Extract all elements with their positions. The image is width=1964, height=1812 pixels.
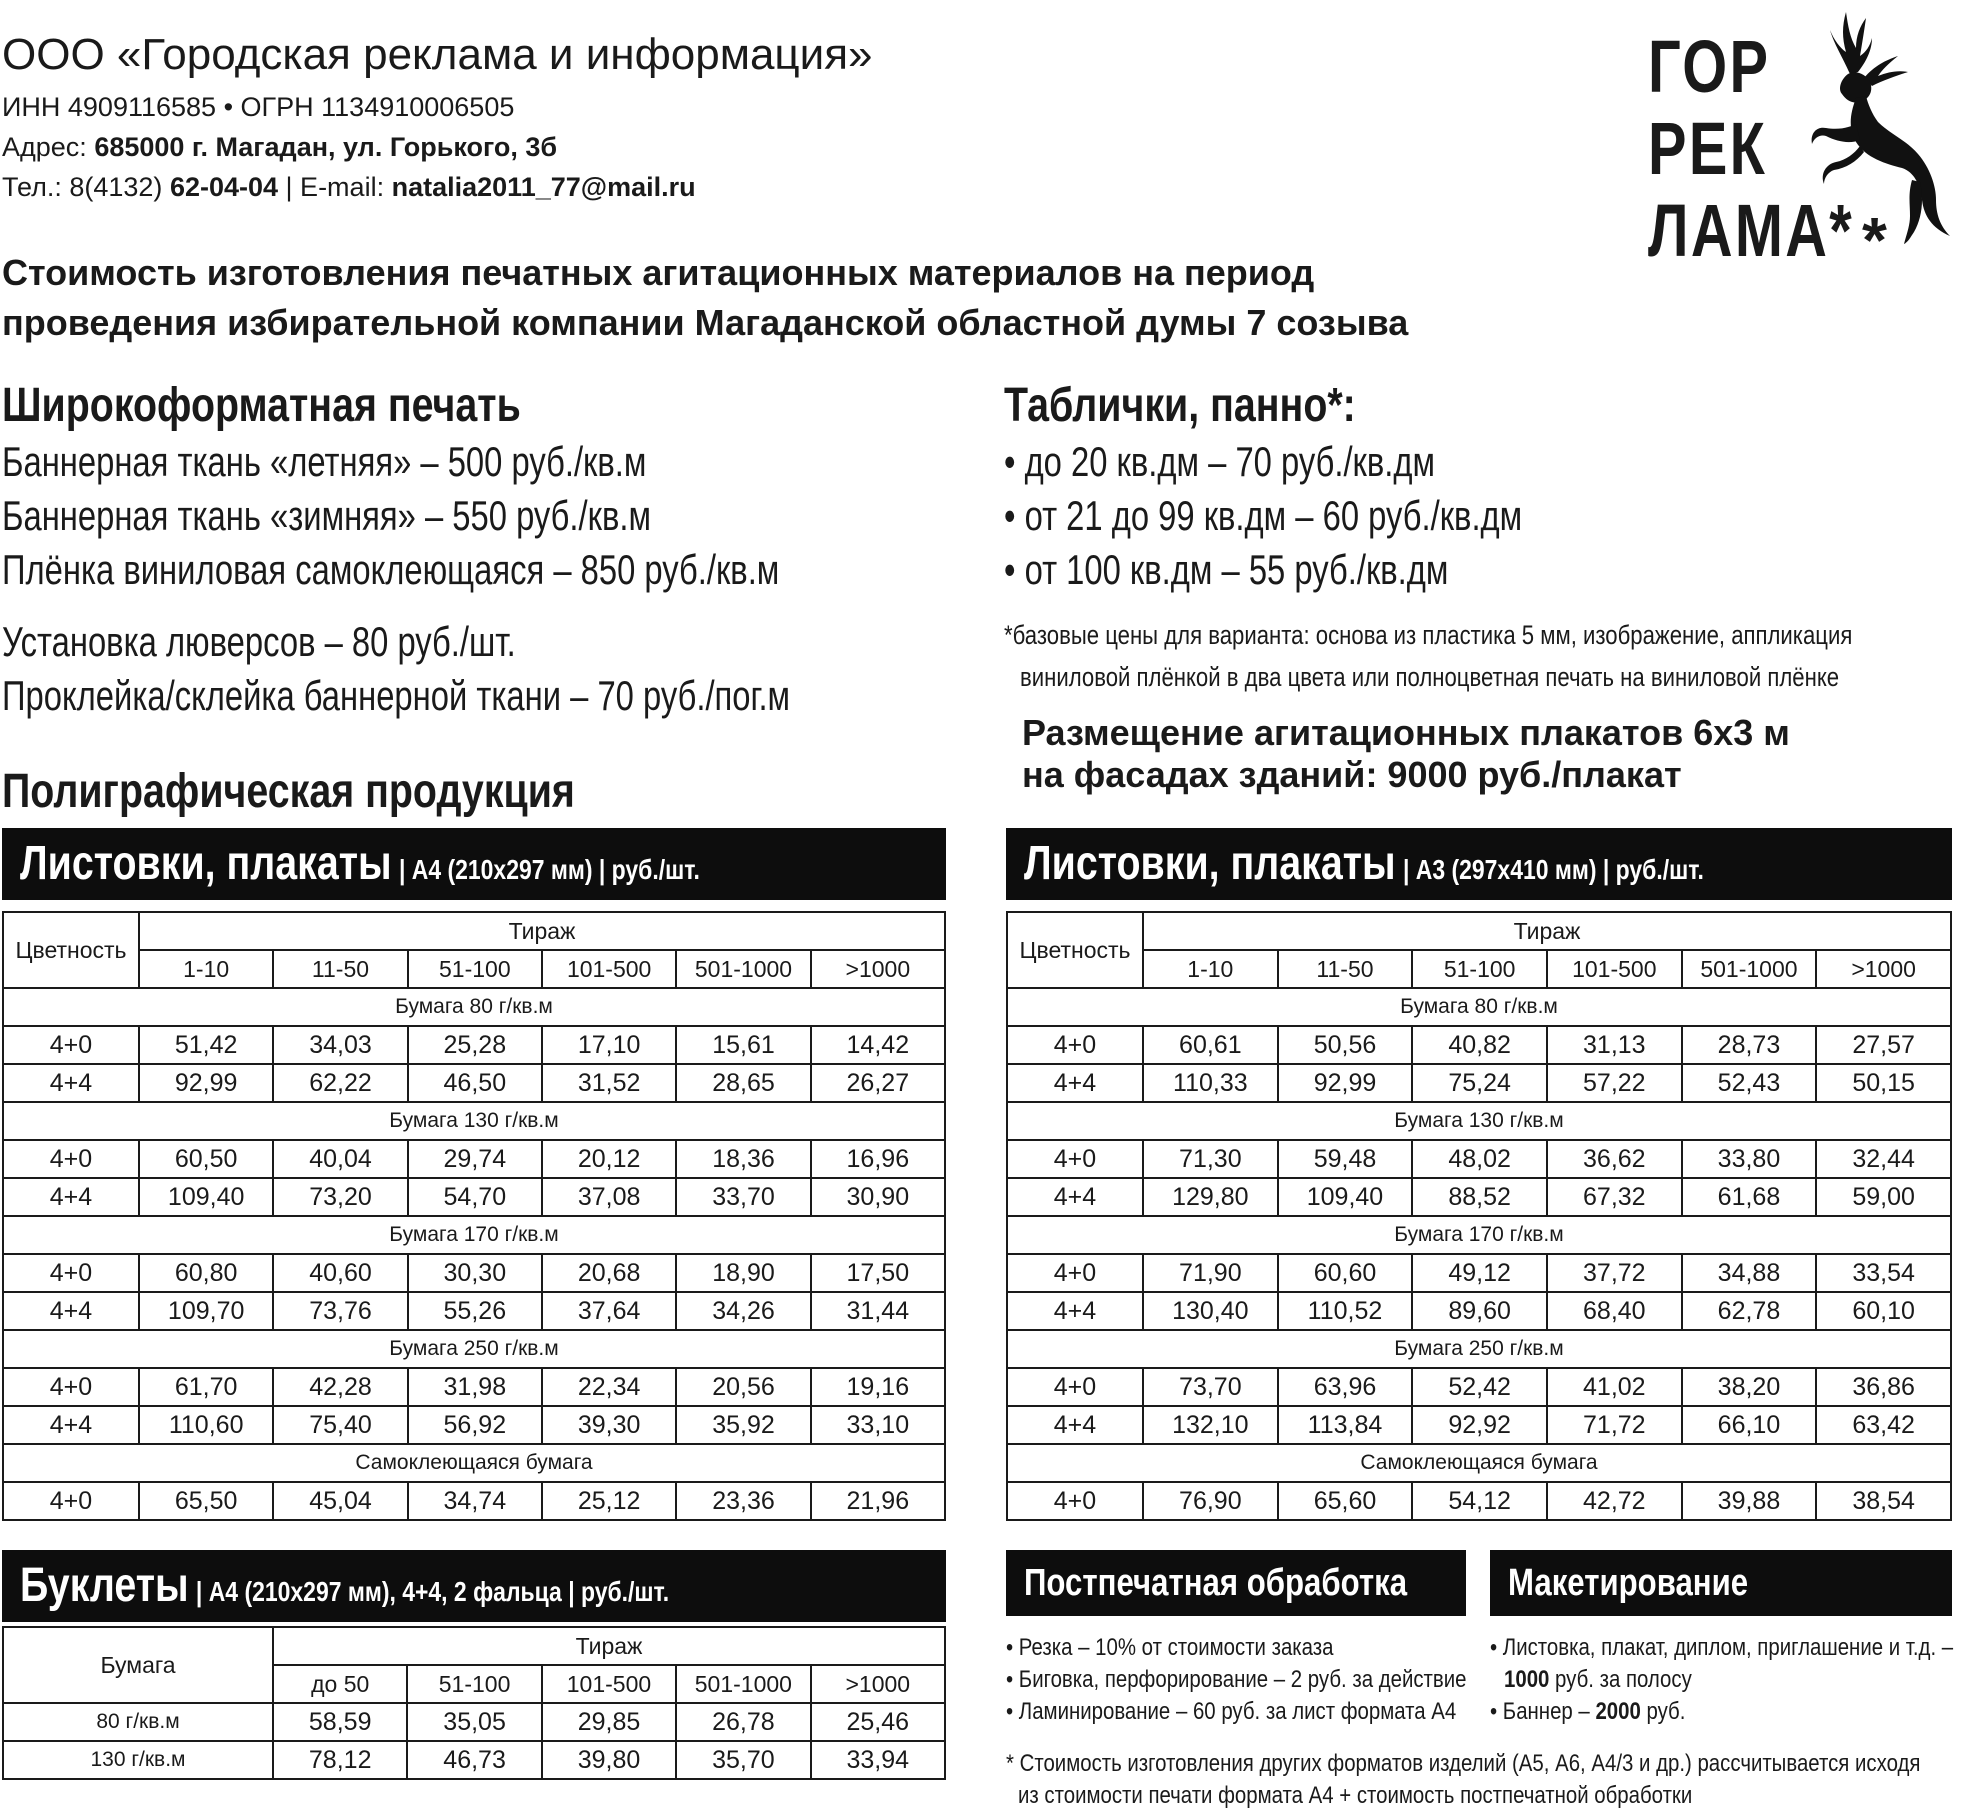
column-header-range: 101-500 <box>1547 950 1682 988</box>
table-row <box>1007 1140 1951 1178</box>
column-header-range: 101-500 <box>542 950 676 988</box>
paper-group-title: Бумага 250 г/кв.м <box>1007 1330 1951 1368</box>
color-cell: 4+0 <box>3 1140 139 1178</box>
column-header-range: 51-100 <box>407 1665 541 1703</box>
plates-heading: Таблички, панно*: <box>1004 379 1356 432</box>
table-row <box>3 1703 945 1741</box>
price-cell: 71,90 <box>1143 1254 1278 1292</box>
price-cell: 66,10 <box>1682 1406 1817 1444</box>
price-cell: 46,73 <box>407 1741 541 1779</box>
price-cell: 110,52 <box>1278 1292 1413 1330</box>
price-cell: 20,56 <box>676 1368 810 1406</box>
wide-format-item: Баннерная ткань «зимняя» – 550 руб./кв.м <box>2 492 651 539</box>
price-cell: 30,90 <box>811 1178 945 1216</box>
table-row <box>3 1140 945 1178</box>
paper-group-title: Бумага 80 г/кв.м <box>1007 988 1951 1026</box>
wide-format-item: Плёнка виниловая самоклеющаяся – 850 руб./кв.м <box>2 546 780 593</box>
price-cell: 38,20 <box>1682 1368 1817 1406</box>
price-cell: 63,42 <box>1816 1406 1951 1444</box>
column-header-range: 51-100 <box>1412 950 1547 988</box>
leaflets-a4-title: Листовки, плакаты <box>20 837 392 890</box>
price-cell: 51,42 <box>139 1026 273 1064</box>
logo <box>1640 0 1964 276</box>
color-cell: 4+0 <box>3 1482 139 1520</box>
column-header-range: 1-10 <box>1143 950 1278 988</box>
price-cell: 60,61 <box>1143 1026 1278 1064</box>
logo-line-3: ЛАМА* <box>1648 189 1855 272</box>
color-cell: 4+4 <box>1007 1064 1143 1102</box>
color-cell: 4+0 <box>1007 1254 1143 1292</box>
price-cell: 25,28 <box>408 1026 542 1064</box>
table-row <box>1007 1064 1951 1102</box>
price-cell: 57,22 <box>1547 1064 1682 1102</box>
price-cell: 60,60 <box>1278 1254 1413 1292</box>
column-header-range: 1-10 <box>139 950 273 988</box>
column-header-color: Цветность <box>3 912 139 988</box>
price-cell: 35,70 <box>676 1741 810 1779</box>
price-cell: 38,54 <box>1816 1482 1951 1520</box>
paper-group-row <box>3 988 945 1026</box>
layout-design-item: • Листовка, плакат, диплом, приглашение и т.д. – <box>1490 1634 1954 1661</box>
price-cell: 130,40 <box>1143 1292 1278 1330</box>
table-row <box>1007 1482 1951 1520</box>
price-cell: 60,10 <box>1816 1292 1951 1330</box>
table-row <box>1007 1254 1951 1292</box>
table-row <box>3 1368 945 1406</box>
company-registration: ИНН 4909116585 • ОГРН 1134910006505 <box>2 92 515 122</box>
price-cell: 50,15 <box>1816 1064 1951 1102</box>
price-cell: 62,22 <box>273 1064 407 1102</box>
price-cell: 25,12 <box>542 1482 676 1520</box>
column-header-range: 51-100 <box>408 950 542 988</box>
title-line-2: проведения избирательной компании Магаданской областной думы 7 созыва <box>2 302 1409 343</box>
document-title <box>2 248 1622 348</box>
email-value: natalia2011_77@mail.ru <box>391 172 696 202</box>
price-cell: 39,80 <box>542 1741 676 1779</box>
column-header-range: >1000 <box>811 1665 945 1703</box>
price-cell: 31,52 <box>542 1064 676 1102</box>
booklets-subtitle: | А4 (210х297 мм), 4+4, 2 фальца | руб./шт. <box>195 1576 670 1607</box>
price-cell: 39,88 <box>1682 1482 1817 1520</box>
postprint-item: • Ламинирование – 60 руб. за лист формата А4 <box>1006 1698 1457 1725</box>
wide-format-heading: Широкоформатная печать <box>2 379 521 432</box>
color-cell: 4+4 <box>3 1064 139 1102</box>
price-cell: 31,44 <box>811 1292 945 1330</box>
price-cell: 20,12 <box>542 1140 676 1178</box>
price-cell: 18,36 <box>676 1140 810 1178</box>
color-cell: 4+4 <box>1007 1178 1143 1216</box>
table-header-row <box>1007 950 1951 988</box>
table-row <box>3 1178 945 1216</box>
paper-group-title: Бумага 80 г/кв.м <box>3 988 945 1026</box>
price-cell: 109,40 <box>139 1178 273 1216</box>
price-cell: 22,34 <box>542 1368 676 1406</box>
price-cell: 34,88 <box>1682 1254 1817 1292</box>
paper-group-row <box>1007 1330 1951 1368</box>
price-cell: 59,00 <box>1816 1178 1951 1216</box>
paper-group-title: Самоклеющаяся бумага <box>3 1444 945 1482</box>
paper-group-row <box>1007 988 1951 1026</box>
price-cell: 109,70 <box>139 1292 273 1330</box>
price-cell: 28,73 <box>1682 1026 1817 1064</box>
phone-value: 62-04-04 <box>169 172 279 202</box>
price-cell: 16,96 <box>811 1140 945 1178</box>
price-cell: 37,72 <box>1547 1254 1682 1292</box>
paper-cell: 130 г/кв.м <box>3 1741 273 1779</box>
paper-group-row <box>3 1216 945 1254</box>
color-cell: 4+0 <box>1007 1368 1143 1406</box>
price-cell: 15,61 <box>676 1026 810 1064</box>
title-line-1: Стоимость изготовления печатных агитационных материалов на период <box>2 252 1315 293</box>
price-cell: 65,50 <box>139 1482 273 1520</box>
footnote-line-1: * Стоимость изготовления других форматов изделий (А5, А6, А4/3 и др.) рассчитывается исходя <box>1006 1750 1921 1777</box>
paper-group-row <box>3 1444 945 1482</box>
color-cell: 4+0 <box>1007 1026 1143 1064</box>
booklets-title: Буклеты <box>20 1559 189 1612</box>
price-cell: 45,04 <box>273 1482 407 1520</box>
paper-group-row <box>3 1330 945 1368</box>
price-cell: 68,40 <box>1547 1292 1682 1330</box>
layout-price-bold: 1000 <box>1504 1666 1550 1693</box>
price-cell: 110,60 <box>139 1406 273 1444</box>
price-cell: 58,59 <box>273 1703 407 1741</box>
price-cell: 36,86 <box>1816 1368 1951 1406</box>
column-header-run: Тираж <box>139 912 945 950</box>
column-header-range: 501-1000 <box>676 1665 810 1703</box>
paper-group-title: Самоклеющаяся бумага <box>1007 1444 1951 1482</box>
column-header-range: 501-1000 <box>1682 950 1817 988</box>
table-row <box>3 1064 945 1102</box>
column-header-range: >1000 <box>1816 950 1951 988</box>
price-cell: 29,85 <box>542 1703 676 1741</box>
color-cell: 4+4 <box>1007 1406 1143 1444</box>
price-cell: 40,82 <box>1412 1026 1547 1064</box>
price-cell: 33,10 <box>811 1406 945 1444</box>
price-cell: 113,84 <box>1278 1406 1413 1444</box>
postprint-title: Постпечатная обработка <box>1024 1562 1408 1604</box>
price-cell: 48,02 <box>1412 1140 1547 1178</box>
price-cell: 14,42 <box>811 1026 945 1064</box>
paper-group-title: Бумага 170 г/кв.м <box>3 1216 945 1254</box>
banner-price-pre: • Баннер – <box>1490 1698 1596 1725</box>
price-cell: 129,80 <box>1143 1178 1278 1216</box>
price-cell: 17,50 <box>811 1254 945 1292</box>
leaflets-a3-subtitle: | А3 (297х410 мм) | руб./шт. <box>1402 854 1704 885</box>
price-cell: 41,02 <box>1547 1368 1682 1406</box>
price-cell: 33,80 <box>1682 1140 1817 1178</box>
layout-design-title: Макетирование <box>1508 1562 1749 1604</box>
column-header-range: 11-50 <box>1278 950 1413 988</box>
price-cell: 30,30 <box>408 1254 542 1292</box>
price-cell: 78,12 <box>273 1741 407 1779</box>
price-cell: 42,28 <box>273 1368 407 1406</box>
price-cell: 19,16 <box>811 1368 945 1406</box>
table-row <box>3 1292 945 1330</box>
price-cell: 17,10 <box>542 1026 676 1064</box>
price-cell: 65,60 <box>1278 1482 1413 1520</box>
price-cell: 23,36 <box>676 1482 810 1520</box>
leaflets-a4-bar <box>2 828 946 900</box>
price-cell: 21,96 <box>811 1482 945 1520</box>
layout-design-item <box>1504 1664 1692 1696</box>
color-cell: 4+0 <box>3 1026 139 1064</box>
color-cell: 4+4 <box>1007 1292 1143 1330</box>
price-cell: 46,50 <box>408 1064 542 1102</box>
price-cell: 40,60 <box>273 1254 407 1292</box>
column-header-color: Цветность <box>1007 912 1143 988</box>
price-cell: 20,68 <box>542 1254 676 1292</box>
color-cell: 4+0 <box>3 1368 139 1406</box>
logo-asterisk: * <box>1862 204 1887 276</box>
price-cell: 50,56 <box>1278 1026 1413 1064</box>
company-contacts <box>2 172 696 203</box>
wide-format-item: Проклейка/склейка баннерной ткани – 70 руб./пог.м <box>2 672 791 719</box>
table-row <box>3 1254 945 1292</box>
price-cell: 37,64 <box>542 1292 676 1330</box>
placement-offer <box>1022 712 1790 796</box>
price-cell: 71,30 <box>1143 1140 1278 1178</box>
price-cell: 25,46 <box>811 1703 945 1741</box>
column-header-run: Тираж <box>273 1627 945 1665</box>
price-cell: 89,60 <box>1412 1292 1547 1330</box>
price-cell: 60,50 <box>139 1140 273 1178</box>
price-cell: 26,27 <box>811 1064 945 1102</box>
price-cell: 73,20 <box>273 1178 407 1216</box>
price-cell: 62,78 <box>1682 1292 1817 1330</box>
color-cell: 4+4 <box>3 1292 139 1330</box>
table-row <box>1007 1292 1951 1330</box>
table-row <box>3 1741 945 1779</box>
deer-icon <box>1790 4 1962 244</box>
price-cell: 18,90 <box>676 1254 810 1292</box>
price-cell: 109,40 <box>1278 1178 1413 1216</box>
paper-group-title: Бумага 130 г/кв.м <box>1007 1102 1951 1140</box>
price-cell: 26,78 <box>676 1703 810 1741</box>
paper-group-row <box>1007 1444 1951 1482</box>
column-header-range: до 50 <box>273 1665 407 1703</box>
price-cell: 49,12 <box>1412 1254 1547 1292</box>
footnote-line-2: из стоимости печати формата А4 + стоимость постпечатной обработки <box>1018 1782 1693 1809</box>
price-cell: 73,76 <box>273 1292 407 1330</box>
paper-cell: 80 г/кв.м <box>3 1703 273 1741</box>
address-label: Адрес: <box>2 132 87 162</box>
price-cell: 75,40 <box>273 1406 407 1444</box>
price-cell: 54,70 <box>408 1178 542 1216</box>
table-row <box>3 1482 945 1520</box>
price-cell: 34,03 <box>273 1026 407 1064</box>
price-cell: 110,33 <box>1143 1064 1278 1102</box>
plates-item: • от 21 до 99 кв.дм – 60 руб./кв.дм <box>1004 492 1523 539</box>
logo-line-2: РЕК <box>1648 107 1768 190</box>
leaflets-a3-bar <box>1006 828 1952 900</box>
paper-group-title: Бумага 170 г/кв.м <box>1007 1216 1951 1254</box>
price-cell: 32,44 <box>1816 1140 1951 1178</box>
price-cell: 35,92 <box>676 1406 810 1444</box>
layout-price-text: руб. за полосу <box>1549 1666 1692 1693</box>
postprint-item: • Резка – 10% от стоимости заказа <box>1006 1634 1334 1661</box>
layout-design-bar <box>1490 1550 1952 1616</box>
table-row <box>1007 1368 1951 1406</box>
leaflets-a3-table <box>1006 911 1952 1521</box>
price-cell: 56,92 <box>408 1406 542 1444</box>
color-cell: 4+0 <box>1007 1140 1143 1178</box>
price-cell: 37,08 <box>542 1178 676 1216</box>
postprint-item: • Биговка, перфорирование – 2 руб. за действие <box>1006 1666 1467 1693</box>
price-cell: 75,24 <box>1412 1064 1547 1102</box>
price-cell: 61,68 <box>1682 1178 1817 1216</box>
table-row <box>1007 1026 1951 1064</box>
price-cell: 92,92 <box>1412 1406 1547 1444</box>
phone-label: Тел.: 8(4132) <box>2 172 163 202</box>
price-cell: 132,10 <box>1143 1406 1278 1444</box>
paper-group-title: Бумага 130 г/кв.м <box>3 1102 945 1140</box>
company-name: ООО «Городская реклама и информация» <box>2 30 873 79</box>
color-cell: 4+0 <box>1007 1482 1143 1520</box>
price-cell: 73,70 <box>1143 1368 1278 1406</box>
price-cell: 35,05 <box>407 1703 541 1741</box>
banner-price-post: руб. <box>1640 1698 1686 1725</box>
price-cell: 52,43 <box>1682 1064 1817 1102</box>
price-cell: 61,70 <box>139 1368 273 1406</box>
color-cell: 4+4 <box>3 1406 139 1444</box>
column-header-range: 101-500 <box>542 1665 676 1703</box>
table-row <box>3 1406 945 1444</box>
price-cell: 31,98 <box>408 1368 542 1406</box>
price-cell: 76,90 <box>1143 1482 1278 1520</box>
paper-group-row <box>1007 1216 1951 1254</box>
price-cell: 63,96 <box>1278 1368 1413 1406</box>
table-header-row <box>3 950 945 988</box>
booklets-bar <box>2 1550 946 1622</box>
placement-line-2: на фасадах зданий: 9000 руб./плакат <box>1022 754 1682 795</box>
price-cell: 60,80 <box>139 1254 273 1292</box>
price-cell: 28,65 <box>676 1064 810 1102</box>
plates-note: *базовые цены для варианта: основа из пластика 5 мм, изображение, аппликация <box>1004 620 1853 650</box>
price-cell: 34,74 <box>408 1482 542 1520</box>
price-cell: 55,26 <box>408 1292 542 1330</box>
price-cell: 27,57 <box>1816 1026 1951 1064</box>
layout-design-item <box>1490 1696 1685 1728</box>
paper-group-row <box>1007 1102 1951 1140</box>
column-header-range: 501-1000 <box>676 950 810 988</box>
table-row <box>1007 1406 1951 1444</box>
price-cell: 52,42 <box>1412 1368 1547 1406</box>
email-label: | E-mail: <box>285 172 385 202</box>
price-cell: 31,13 <box>1547 1026 1682 1064</box>
color-cell: 4+0 <box>3 1254 139 1292</box>
leaflets-a3-title: Листовки, плакаты <box>1024 837 1396 890</box>
plates-item: • от 100 кв.дм – 55 руб./кв.дм <box>1004 546 1449 593</box>
wide-format-item: Установка люверсов – 80 руб./шт. <box>2 618 516 665</box>
booklets-table <box>2 1626 946 1780</box>
paper-group-title: Бумага 250 г/кв.м <box>3 1330 945 1368</box>
table-header-row <box>1007 912 1951 950</box>
price-cell: 42,72 <box>1547 1482 1682 1520</box>
column-header-paper: Бумага <box>3 1627 273 1703</box>
wide-format-item: Баннерная ткань «летняя» – 500 руб./кв.м <box>2 438 647 485</box>
table-header-row <box>3 912 945 950</box>
company-address <box>2 132 557 163</box>
color-cell: 4+4 <box>3 1178 139 1216</box>
price-cell: 34,26 <box>676 1292 810 1330</box>
polygraphy-heading: Полиграфическая продукция <box>2 765 575 818</box>
price-cell: 33,54 <box>1816 1254 1951 1292</box>
table-header-row <box>3 1627 945 1665</box>
column-header-run: Тираж <box>1143 912 1951 950</box>
logo-line-1: ГОР <box>1648 25 1771 108</box>
price-cell: 71,72 <box>1547 1406 1682 1444</box>
column-header-range: 11-50 <box>273 950 407 988</box>
banner-price-bold: 2000 <box>1595 1698 1641 1725</box>
price-cell: 67,32 <box>1547 1178 1682 1216</box>
price-cell: 36,62 <box>1547 1140 1682 1178</box>
leaflets-a4-subtitle: | А4 (210х297 мм) | руб./шт. <box>398 854 700 885</box>
price-cell: 39,30 <box>542 1406 676 1444</box>
leaflets-a4-table <box>2 911 946 1521</box>
plates-item: • до 20 кв.дм – 70 руб./кв.дм <box>1004 438 1436 485</box>
price-cell: 92,99 <box>1278 1064 1413 1102</box>
column-header-range: >1000 <box>811 950 945 988</box>
table-row <box>3 1026 945 1064</box>
price-cell: 54,12 <box>1412 1482 1547 1520</box>
price-cell: 40,04 <box>273 1140 407 1178</box>
postprint-bar <box>1006 1550 1466 1616</box>
price-cell: 88,52 <box>1412 1178 1547 1216</box>
plates-note: виниловой плёнкой в два цвета или полноцветная печать на виниловой плёнке <box>1020 662 1840 692</box>
price-cell: 59,48 <box>1278 1140 1413 1178</box>
paper-group-row <box>3 1102 945 1140</box>
price-cell: 29,74 <box>408 1140 542 1178</box>
address-value: 685000 г. Магадан, ул. Горького, 3б <box>94 132 558 162</box>
price-cell: 92,99 <box>139 1064 273 1102</box>
price-cell: 33,94 <box>811 1741 945 1779</box>
table-row <box>1007 1178 1951 1216</box>
placement-line-1: Размещение агитационных плакатов 6х3 м <box>1022 712 1790 753</box>
price-cell: 33,70 <box>676 1178 810 1216</box>
